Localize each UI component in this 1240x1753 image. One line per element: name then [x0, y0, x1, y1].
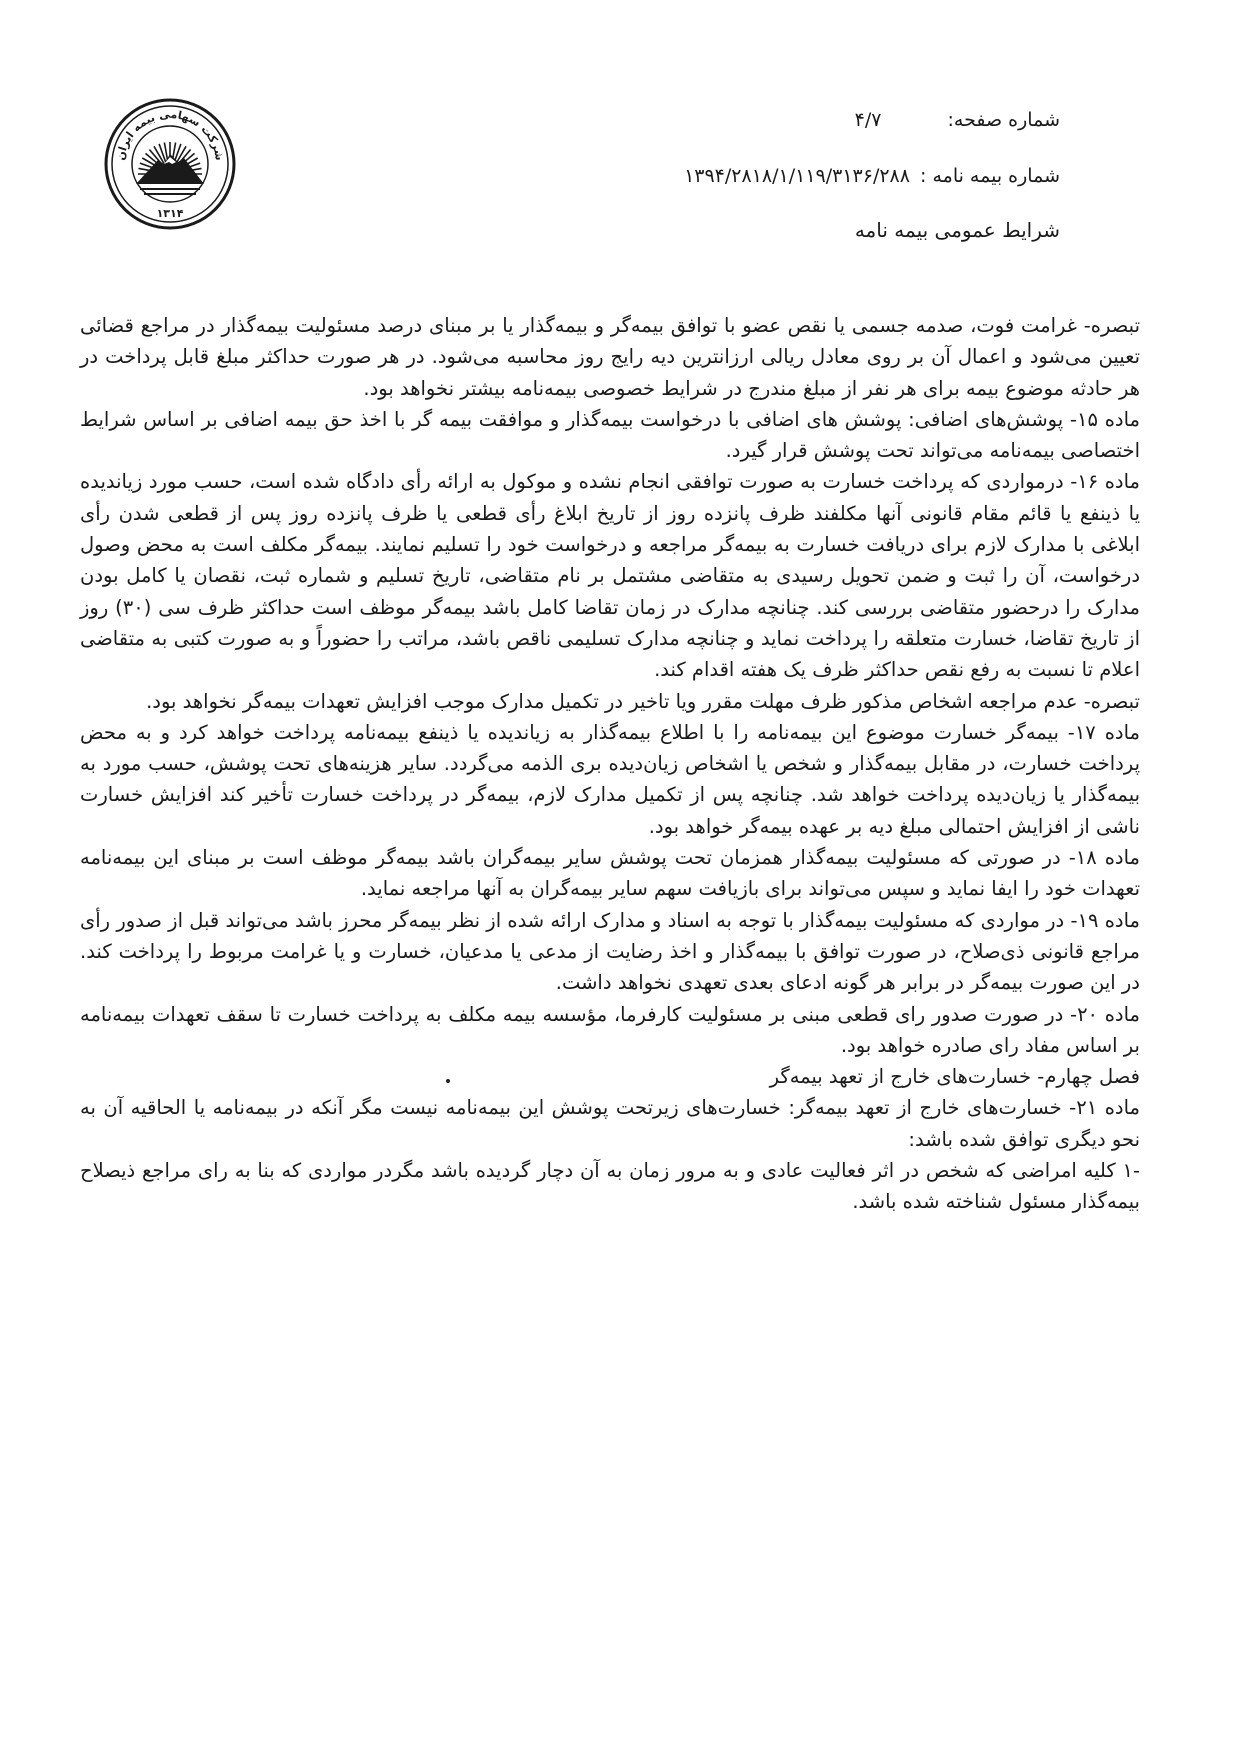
body-paragraph: تبصره- عدم مراجعه اشخاص مذکور ظرف مهلت مقرر ویا تاخیر در تکمیل مدارک موجب افزایش تعهدات بیمه‌گر نخواهد بود.: [146, 689, 1140, 713]
company-seal-logo: [102, 96, 238, 232]
policy-number-value: ۱۳۹۴/۲۸۱۸/۱/۱۱۹/۳۱۳۶/۲۸۸: [684, 165, 910, 187]
seal-arc-text: شرکت سهامی بیمه ایران: [114, 107, 227, 162]
page-number-line: [500, 108, 1060, 142]
body-paragraph: ماده ۱۷- بیمه‌گر خسارت موضوع این بیمه‌نامه را با اطلاع بیمه‌گذار به زیاندیده یا ذینفع بیمه‌نامه پرداخت خواهد کرد و به محض پرداخت خسارت، در مقابل بیمه‌گذار و شخص یا اشخاص زیان‌دیده بری الذمه می‌گردد. سایر هزینه‌های تحت پوشش، حسب مورد به بیمه‌گذار یا زیان‌دیده پرداخت خواهد شد. چنانچه پس از تکمیل مدارک لازم، بیمه‌گر در پرداخت خسارت تأخیر کند افزایش خسارت ناشی از افزایش احتمالی مبلغ دیه بر عهده بیمه‌گر خواهد بود.: [80, 720, 1140, 838]
document-header: [500, 108, 1060, 242]
policy-number-line: [500, 164, 1060, 198]
body-paragraph: ماده ۱۸- در صورتی که مسئولیت بیمه‌گذار همزمان تحت پوشش سایر بیمه‌گران باشد بیمه‌گر موظف است بر مبنای این بیمه‌نامه تعهدات خود را ایفا نماید و سپس می‌تواند برای بازیافت سهم سایر بیمه‌گران به آنها مراجعه نماید.: [80, 846, 1140, 901]
page-number-label: شماره صفحه:: [947, 109, 1060, 131]
body-paragraph: ماده ۱۹- در مواردی که مسئولیت بیمه‌گذار با توجه به اسناد و مدارک ارائه شده از نظر بیمه‌گر محرز باشد می‌تواند قبل از صدور رأی مراجع قانونی ذی‌صلاح، در صورت توافق با بیمه‌گذار و اخذ رضایت از مدعی یا مدعیان، خسارت و یا غرامت مربوط را پرداخت کند. در این صورت بیمه‌گر در برابر هر گونه ادعای بعدی تعهدی نخواهد داشت.: [80, 908, 1140, 995]
body-paragraph: -۱ کلیه امراضی که شخص در اثر فعالیت عادی و به مرور زمان به آن دچار گردیده باشد مگردر مواردی که بنا به رای مراجع ذیصلاح بیمه‌گذار مسئول شناخته شده باشد.: [80, 1159, 1140, 1214]
body-paragraph: تبصره- غرامت فوت، صدمه جسمی یا نقص عضو با توافق بیمه‌گر و بیمه‌گذار یا بر مبنای درصد مسئولیت بیمه‌گذار در مراجع قضائی تعیین می‌شود و اعمال آن بر روی معادل ریالی ارزانترین دیه رایج روز محاسبه می‌شود. در هر صورت حداکثر مبلغ قابل پرداخت در هر حادثه موضوع بیمه برای هر نفر از مبلغ مندرج در شرایط خصوصی بیمه‌نامه بیشتر نخواهد بود.: [80, 314, 1140, 400]
body-paragraph: ماده ۱۶- درمواردی که پرداخت خسارت به صورت توافقی انجام نشده و موکول به ارائه رأی دادگاه شده است، حسب مورد زیاندیده یا ذینفع یا قائم مقام قانونی آنها مکلفند ظرف پانزده روز از تاریخ ابلاغ رأی قطعی یا ظرف پانزده روز پس از قطعی شدن رأی ابلاغی با مدارک لازم برای دریافت خسارت به بیمه‌گر مراجعه و درخواست خود را تسلیم نمایند. بیمه‌گر مکلف است به محض وصول درخواست، آن را ثبت و ضمن تحویل رسیدی به متقاضی مشتمل بر نام متقاضی، تاریخ تسلیم و شماره ثبت، نقصان یا کامل بودن مدارک را درحضور متقاضی بررسی کند. چنانچه مدارک در زمان تقاضا کامل باشد بیمه‌گر موظف است حداکثر ظرف سی (۳۰) روز از تاریخ تقاضا، خسارت متعلقه را پرداخت نماید و چنانچه مدارک تسلیمی ناقص باشد، مراتب را حضوراً و به صورت کتبی به متقاضی اعلام تا نسبت به رفع نقص حداکثر ظرف یک هفته اقدام کند.: [80, 470, 1140, 682]
body-paragraph: ماده ۱۵- پوشش‌های اضافی: پوشش های اضافی با درخواست بیمه‌گذار و موافقت بیمه گر با اخذ حق بیمه اضافی بر اساس شرایط اختصاصی بیمه‌نامه می‌تواند تحت پوشش قرار گیرد.: [80, 407, 1140, 463]
body-paragraph: فصل چهارم- خسارت‌های خارج از تعهد بیمه‌گر: [769, 1065, 1140, 1089]
document-body: [80, 310, 1140, 1218]
body-paragraph: ماده ۲۰- در صورت صدور رای قطعی مبنی بر مسئولیت کارفرما، مؤسسه بیمه مکلف به پرداخت خسارت تا سقف تعهدات بیمه‌نامه بر اساس مفاد رای صادره خواهد بود.: [80, 1002, 1140, 1057]
page-number-value: ۴/۷: [854, 109, 882, 131]
seal-year: ۱۳۱۴: [156, 207, 184, 220]
scan-speck: [446, 1079, 450, 1083]
body-paragraph: ماده ۲۱- خسارت‌های خارج از تعهد بیمه‌گر: خسارت‌های زیرتحت پوشش این بیمه‌نامه نیست مگر آنکه در بیمه‌نامه یا الحاقیه آن به نحو دیگری توافق شده باشد:: [80, 1096, 1140, 1151]
policy-number-label: شماره بیمه نامه :: [920, 165, 1060, 187]
document-title: شرایط عمومی بیمه نامه: [854, 218, 1060, 242]
